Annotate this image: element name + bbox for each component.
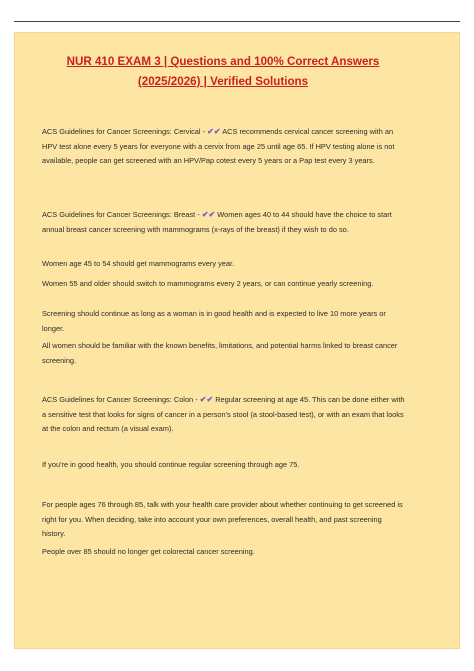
colon-block xyxy=(42,393,406,437)
cervical-question: ACS Guidelines for Cancer Screenings: Cervical - xyxy=(42,127,206,136)
colon-answer: Regular screening at age 45. This can be done either with a sensitive test that looks for signs of cancer in a person's stool (a stool-based test), or with an exam that looks at the colon and rectum (a visual exam). xyxy=(42,395,405,433)
breast-paragraph-2: Women age 45 to 54 should get mammograms every year. xyxy=(42,259,235,268)
colon-paragraph-2: If you're in good health, you should continue regular screening through age 75. xyxy=(42,460,300,469)
colon-question: ACS Guidelines for Cancer Screenings: Colon - xyxy=(42,395,198,404)
document-title-line1: NUR 410 EXAM 3 | Questions and 100% Correct Answers xyxy=(66,55,380,68)
colon-paragraph-4: People over 85 should no longer get colorectal cancer screening. xyxy=(42,547,255,556)
document-title-line2: (2025/2026) | Verified Solutions xyxy=(137,75,309,88)
breast-block xyxy=(42,208,406,237)
breast-paragraph-5: All women should be familiar with the known benefits, limitations, and potential harms linked to breast cancer screening. xyxy=(42,341,398,365)
cervical-answer: ACS recommends cervical cancer screening with an HPV test alone every 5 years for everyone with a cervix from age 25 until age 65. If HPV testing alone is not available, people can get screened with an HPV/Pap cotest every 5 years or a Pap test every 3 years. xyxy=(42,127,395,165)
check-icon: ✔✔ xyxy=(199,395,214,404)
check-icon: ✔✔ xyxy=(207,127,221,136)
check-icon: ✔✔ xyxy=(201,210,216,219)
breast-paragraph-3: Women 55 and older should switch to mammograms every 2 years, or can continue yearly screening. xyxy=(42,279,374,288)
breast-paragraph-4: Screening should continue as long as a woman is in good health and is expected to live 10 more years or longer. xyxy=(42,309,386,333)
top-rule xyxy=(14,21,460,22)
breast-question: ACS Guidelines for Cancer Screenings: Breast - xyxy=(42,210,200,219)
colon-paragraph-3: For people ages 76 through 85, talk with your health care provider about whether continuing to get screened is right for you. When deciding, take into account your own preferences, overall health, and past screening history. xyxy=(42,500,403,538)
breast-answer: Women ages 40 to 44 should have the choice to start annual breast cancer screening with mammograms (x-rays of the breast) if they wish to do so. xyxy=(42,210,392,234)
cervical-block xyxy=(42,125,406,169)
